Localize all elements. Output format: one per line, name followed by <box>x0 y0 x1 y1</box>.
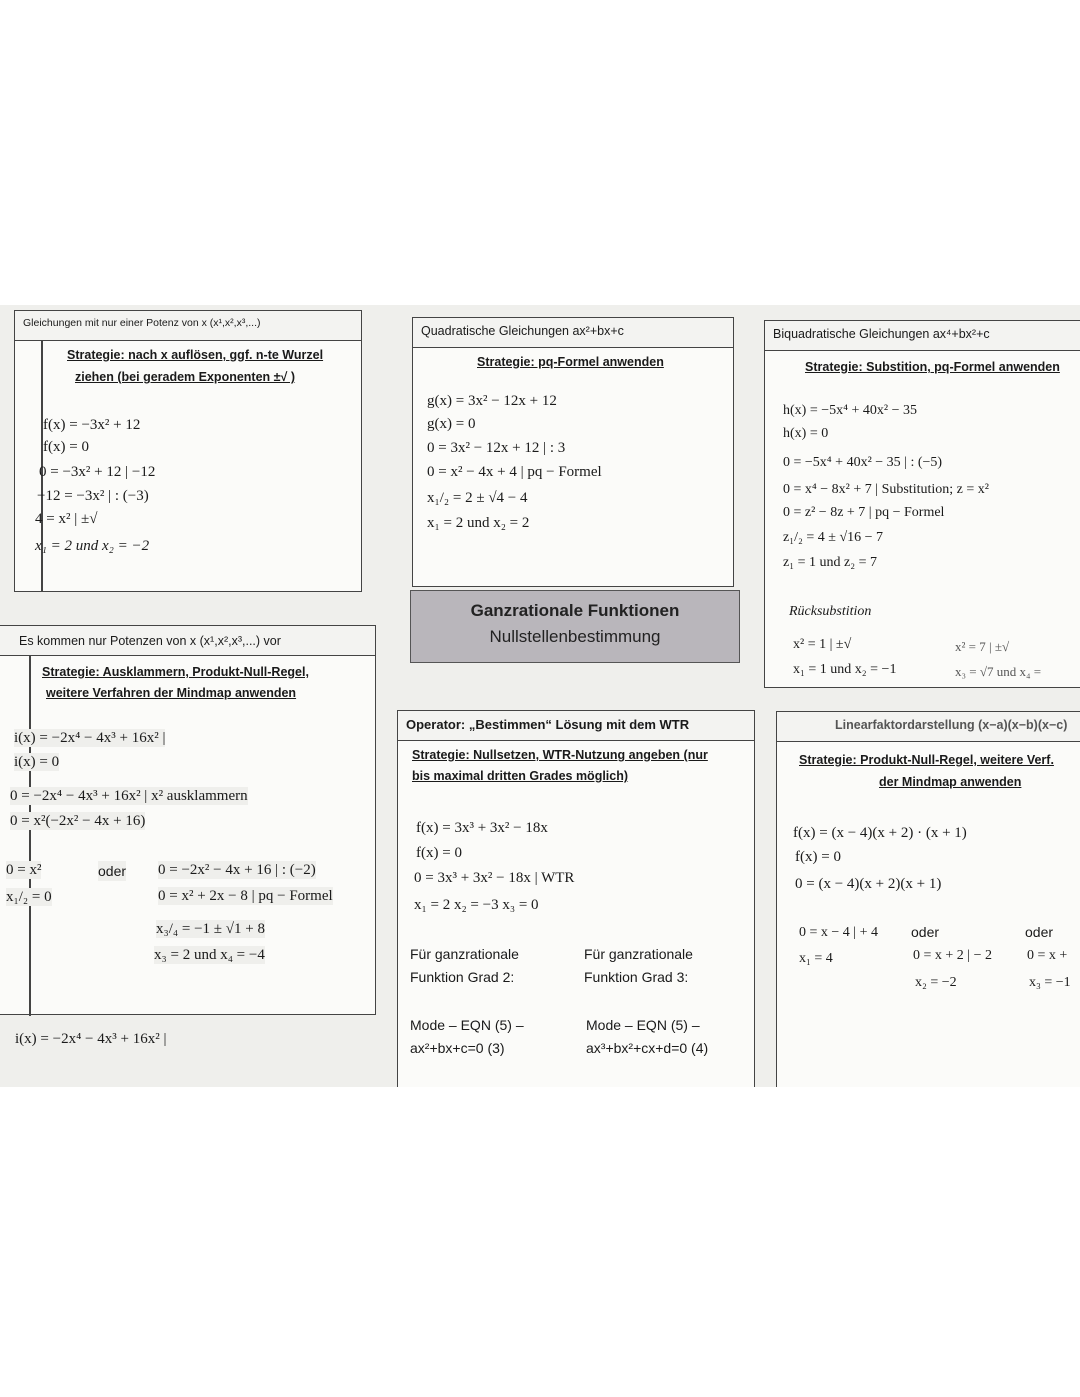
calc-note: Für ganzrationale <box>410 946 519 962</box>
eq-line: x₁/₂ = 2 ± √4 − 4 <box>427 490 528 506</box>
strategy-line-2: bis maximal dritten Grades möglich) <box>412 769 629 783</box>
eq-line: z₁ = 1 und z₂ = 7 <box>783 555 877 570</box>
eq-line: f(x) = −3x² + 12 <box>43 417 141 433</box>
eq-line: 0 = x − 4 | + 4 <box>799 925 878 940</box>
worksheet <box>0 305 1080 1087</box>
eq-line: 0 = z² − 8z + 7 | pq − Formel <box>783 505 945 520</box>
eq-line: 4 = x² | ±√ <box>35 511 98 527</box>
strategy-line: Strategie: pq-Formel anwenden <box>477 355 664 369</box>
divider <box>29 656 31 1016</box>
eq-line: x₁/₂ = 0 <box>6 889 52 905</box>
eq-line: 0 = 3x² − 12x + 12 | : 3 <box>427 440 566 456</box>
eq-line: g(x) = 3x² − 12x + 12 <box>427 393 557 409</box>
card-single-power <box>14 310 362 592</box>
strategy-line-2: der Mindmap anwenden <box>879 775 1022 789</box>
eq-line: h(x) = 0 <box>783 426 829 441</box>
eq-line: f(x) = 3x³ + 3x² − 18x <box>416 820 548 836</box>
calc-note: Mode – EQN (5) – <box>586 1017 700 1033</box>
card-header: Operator: „Bestimmen“ Lösung mit dem WTR <box>398 711 754 741</box>
card-header: Linearfaktordarstellung (x−a)(x−b)(x−c) <box>777 712 1080 742</box>
eq-line: x² = 1 | ±√ <box>793 637 852 652</box>
strategy-line-1: Strategie: Produkt-Null-Regel, weitere Verf. <box>799 753 1054 767</box>
eq-line: i(x) = 0 <box>14 754 60 770</box>
card-header: Biquadratische Gleichungen ax⁴+bx²+c <box>765 321 1080 351</box>
card-linear-factors <box>776 711 1080 1087</box>
eq-line: −12 = −3x² | : (−3) <box>37 488 149 504</box>
eq-line: 0 = −2x⁴ − 4x³ + 16x² | x² ausklammern <box>10 788 248 804</box>
eq-line: f(x) = 0 <box>43 439 89 455</box>
eq-line: x₁ = 2 und x₂ = −2 <box>35 538 150 554</box>
card-header: Gleichungen mit nur einer Potenz von x (x¹,x²,x³,...) <box>15 311 361 341</box>
calc-note: Mode – EQN (5) – <box>410 1017 524 1033</box>
eq-line: 0 = x + 2 | − 2 <box>913 948 992 963</box>
eq-line: 0 = −2x² − 4x + 16 | : (−2) <box>158 862 316 878</box>
eq-line: 0 = −3x² + 12 | −12 <box>39 464 156 480</box>
strategy-line-2: ziehen (bei geradem Exponenten ±√ ) <box>75 370 296 384</box>
eq-line: 0 = x⁴ − 8x² + 7 | Substitution; z = x² <box>783 482 989 497</box>
eq-line: x₃ = 2 und x₄ = −4 <box>154 947 265 963</box>
eq-line: x₁ = 1 und x₂ = −1 <box>793 662 897 677</box>
card-calculator <box>397 710 755 1087</box>
eq-line: x₁ = 2 und x₂ = 2 <box>427 515 530 531</box>
eq-line: 0 = 3x³ + 3x² − 18x | WTR <box>414 870 575 886</box>
eq-line: i(x) = −2x⁴ − 4x³ + 16x² | <box>14 730 166 746</box>
eq-line: 0 = x + <box>1027 948 1068 963</box>
strategy-line-1: Strategie: nach x auflösen, ggf. n-te Wurzel <box>67 348 324 362</box>
card-biquadratic <box>764 320 1080 688</box>
strategy-line-1: Strategie: Ausklammern, Produkt-Null-Regel, <box>42 665 309 679</box>
eq-line: x² = 7 | ±√ <box>955 639 1010 654</box>
eq-line: 0 = x² <box>6 862 42 878</box>
page-title: Ganzrationale Funktionen <box>470 601 680 620</box>
eq-line: f(x) = 0 <box>416 845 462 861</box>
calc-note: ax²+bx+c=0 (3) <box>410 1040 505 1056</box>
eq-line: g(x) = 0 <box>427 416 476 432</box>
page-subtitle: Nullstellenbestimmung <box>489 627 661 646</box>
strategy-line: Strategie: Substition, pq-Formel anwenden <box>805 360 1060 374</box>
eq-line: 0 = x² − 4x + 4 | pq − Formel <box>427 464 602 480</box>
calc-note: Funktion Grad 2: <box>410 969 515 985</box>
calc-note: Für ganzrationale <box>584 946 693 962</box>
strategy-line-2: weitere Verfahren der Mindmap anwenden <box>46 686 297 700</box>
eq-line: f(x) = 0 <box>795 849 841 865</box>
calc-note: Funktion Grad 3: <box>584 969 689 985</box>
card-quadratic <box>412 317 734 587</box>
eq-line: h(x) = −5x⁴ + 40x² − 35 <box>783 403 917 418</box>
eq-line: 0 = −5x⁴ + 40x² − 35 | : (−5) <box>783 455 943 470</box>
eq-line: 0 = x²(−2x² − 4x + 16) <box>10 813 146 829</box>
title-box <box>410 590 740 663</box>
calc-note: ax³+bx²+cx+d=0 (4) <box>586 1040 709 1056</box>
eq-line: i(x) = −2x⁴ − 4x³ + 16x² | <box>15 1031 167 1047</box>
card-header: Es kommen nur Potenzen von x (x¹,x²,x³,...) vor <box>0 626 375 656</box>
eq-line: x₃ = −1 <box>1029 975 1071 990</box>
eq-line: x₁ = 2 x₂ = −3 x₃ = 0 <box>414 897 539 913</box>
or-label: oder <box>1025 924 1054 940</box>
eq-line: 0 = x² + 2x − 8 | pq − Formel <box>158 888 333 904</box>
eq-line: x₂ = −2 <box>915 975 957 990</box>
or-label: oder <box>98 863 127 879</box>
strategy-line-1: Strategie: Nullsetzen, WTR-Nutzung angeben (nur <box>412 748 708 762</box>
eq-line: x₃/₄ = −1 ± √1 + 8 <box>156 921 265 937</box>
or-label: oder <box>911 924 940 940</box>
eq-line: x₁ = 4 <box>799 951 833 966</box>
eq-line: x₃ = √7 und x₄ = <box>955 664 1042 679</box>
eq-line: f(x) = (x − 4)(x + 2) · (x + 1) <box>793 825 967 841</box>
eq-line: z₁/₂ = 4 ± √16 − 7 <box>783 530 884 545</box>
resubstitution-label: Rücksubstition <box>789 604 872 619</box>
card-header: Quadratische Gleichungen ax²+bx+c <box>413 318 733 348</box>
eq-line: 0 = (x − 4)(x + 2)(x + 1) <box>795 876 942 892</box>
